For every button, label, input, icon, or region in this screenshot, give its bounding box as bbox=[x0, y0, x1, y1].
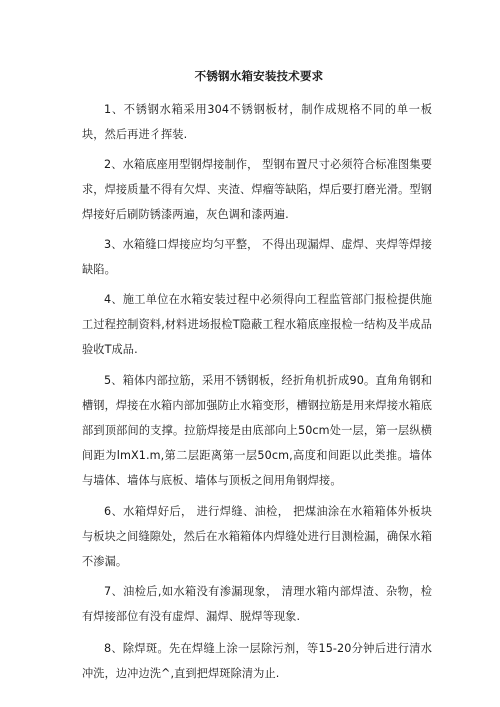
paragraph-3: 3、水箱缝口焊接应均匀平整， 不得出现漏焊、虚焊、夹焊等焊接缺陷。 bbox=[82, 238, 432, 276]
paragraph-5: 5、箱体内部拉筋，采用不锈钢板，经折角机折成90。直角角钢和槽钢，焊接在水箱内部加强防止水箱变形，槽钢拉筋是用来焊接水箱底部到顶部间的支撑。拉筋焊接是由底部向上50cm处一层，第一层纵横间距为lmX1.m,第二层距离第一层50cm,高度和间距以此类推。墙体与墙体、墙体与底板、墙体与顶板之间用角钢焊接。 bbox=[82, 374, 432, 487]
paragraph-8: 8、除焊斑。先在焊缝上涂一层除污剂，等15-20分钟后进行清水冲洗，边冲边洗^,直到把焊斑除清为止. bbox=[82, 642, 432, 680]
paragraph-6: 6、水箱焊好后， 进行焊缝、油检， 把煤油涂在水箱箱体外板块与板块之间缝隙处，然后在水箱箱体内焊缝处进行目测检漏，确保水箱不渗漏。 bbox=[82, 505, 432, 568]
document-title: 不锈钢水箱安装技术要求 bbox=[194, 69, 324, 83]
paragraph-7: 7、油检后,如水箱没有渗漏现象， 清理水箱内部焊渣、杂物，检有焊接部位有没有虚焊、漏焊、脱焊等现象. bbox=[82, 585, 432, 623]
paragraph-1: 1、不锈钢水箱采用304不锈钢板材，制作成规格不同的单一板块，然后再进彳挥装. bbox=[82, 103, 432, 141]
paragraph-4: 4、施工单位在水箱安装过程中必须得向工程监管部门报检提供施工过程控制资料,材料进场报检T隐蔽工程水箱底座报检一结构及半成品验收T成品. bbox=[82, 293, 432, 356]
paragraph-2: 2、水箱底座用型钢焊接制作， 型钢布置尺寸必须符合标准图集要求，焊接质量不得有欠焊、夹渣、焊瘤等缺陷，焊后要打磨光滑。型钢焊接好后刷防锈漆两遍，灰色调和漆两遍. bbox=[82, 158, 432, 221]
